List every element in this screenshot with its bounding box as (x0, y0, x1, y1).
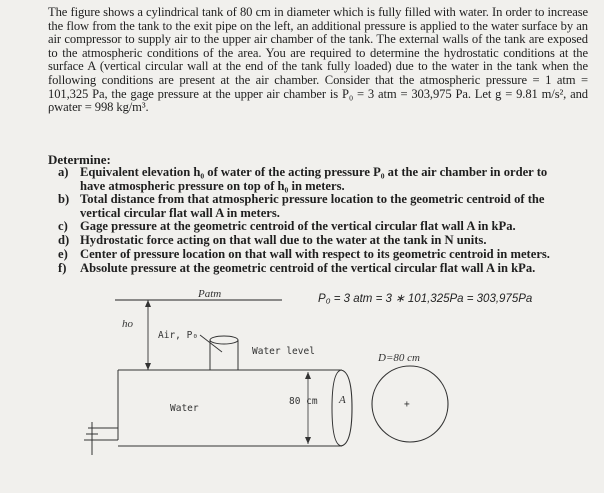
pressure-formula: P₀ = 3 atm = 3 ∗ 101,325Pa = 303,975Pa (318, 293, 533, 305)
problem-intro-text: The figure shows a cylindrical tank of 80 cm in diameter which is fully filled with water. In order to increase the flow from the tank to the exit pipe on the left, an additional pressure is applied to the water surface by an air compressor to supply air to the upper air chamber of the tank. The external walls of the tank are exposed to the atmospheric conditions of the area. You are required to determine the hydrostatic conditions at the surface A (vertical circular wall at the end of the tank fully loaded) due to the water in the tank when the following conditions are present at the air chamber. Consider that the atmospheric pressure = 1 atm = 101,325 Pa, the gage pressure at the upper air chamber is P₀ = 3 atm = 303,975 Pa. Let g = 9.81 m/s², and ρwater = 998 kg/m³. (48, 5, 588, 115)
ho-arrowhead-top (145, 300, 151, 307)
riser-top (210, 336, 238, 344)
air-label: Air, P₀ (158, 330, 199, 341)
tank-end-wall (332, 370, 342, 446)
dim-arrow-bottom (305, 437, 311, 444)
tank-diagram (0, 280, 604, 493)
question-e: e) Center of pressure location on that wall with respect to its geometric centroid in meters. (58, 247, 550, 261)
dim-arrow-top (305, 372, 311, 379)
diameter-label: D=80 cm (378, 352, 420, 364)
dim-label: 80 cm (289, 396, 318, 407)
question-a: a) Equivalent elevation h₀ of water of the acting pressure P₀ at the air chamber in order to have atmospheric pressure on top of h₀ in meters. (58, 165, 548, 193)
question-f: f) Absolute pressure at the geometric centroid of the vertical circular flat wall A in kPa. (58, 261, 536, 275)
problem-statement (48, 6, 588, 115)
patm-label: Patm (198, 288, 222, 300)
wall-label: A (339, 394, 346, 406)
question-b: b) Total distance from that atmospheric pressure location to the geometric centroid of the vertical circular flat wall A in meters. (58, 192, 545, 220)
centroid-mark: + (404, 399, 410, 410)
end-view-circle (372, 366, 448, 442)
tank-outline (118, 370, 352, 446)
ho-label: ho (122, 318, 133, 330)
question-c: c) Gage pressure at the geometric centroid of the vertical circular flat wall A in kPa. (58, 219, 516, 233)
question-d: d) Hydrostatic force acting on that wall due to the water at the tank in N units. (58, 233, 487, 247)
ho-arrowhead-bottom (145, 363, 151, 370)
determine-heading: Determine: (48, 152, 111, 167)
water-label: Water (170, 403, 199, 414)
water-level-label: Water level (252, 346, 315, 357)
